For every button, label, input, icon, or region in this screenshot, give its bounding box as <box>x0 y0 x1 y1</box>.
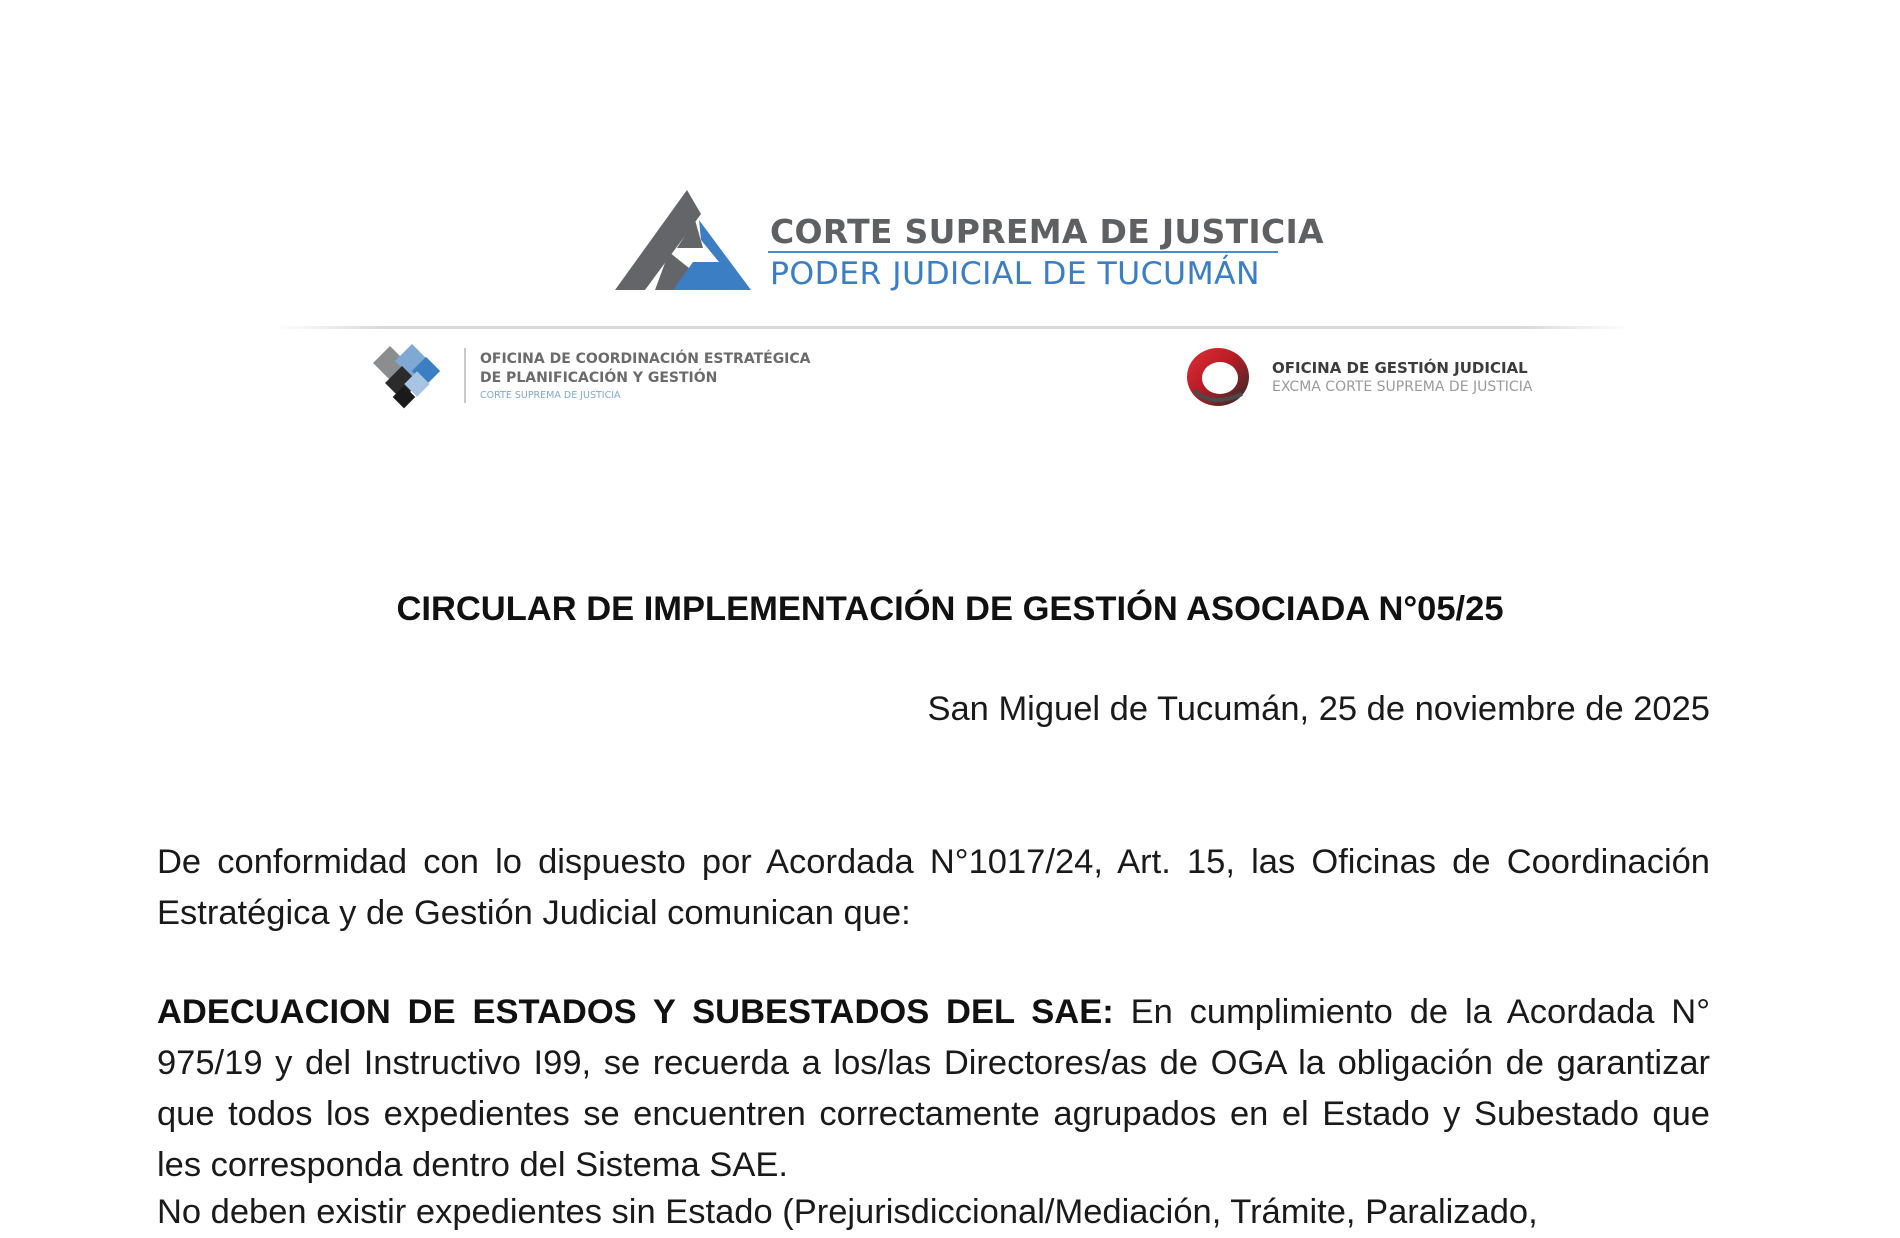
section-heading: ADECUACION DE ESTADOS Y SUBESTADOS DEL SAE: <box>157 993 1114 1031</box>
judicial-management-office-logo <box>1180 342 1610 412</box>
coordination-office-logo <box>372 345 832 411</box>
puzzle-pieces-icon <box>372 345 452 411</box>
left-office-line2: DE PLANIFICACIÓN Y GESTIÓN <box>480 370 718 386</box>
document-date: San Miguel de Tucumán, 25 de noviembre de 2025 <box>927 690 1710 728</box>
logo-underline <box>768 251 1278 253</box>
court-name: CORTE SUPREMA DE JUSTICIA <box>770 212 1324 251</box>
section-paragraph <box>157 987 1710 1191</box>
judiciary-name: PODER JUDICIAL DE TUCUMÁN <box>770 256 1260 292</box>
partial-paragraph: No deben existir expedientes sin Estado (Prejurisdiccional/Mediación, Trámite, Paralizado, <box>157 1193 1538 1231</box>
document-title: CIRCULAR DE IMPLEMENTACIÓN DE GESTIÓN ASOCIADA N°05/25 <box>396 590 1504 628</box>
logo-divider <box>464 348 466 403</box>
left-office-line3: CORTE SUPREMA DE JUSTICIA <box>480 390 621 401</box>
intro-paragraph: De conformidad con lo dispuesto por Acordada N°1017/24, Art. 15, las Oficinas de Coordinación Estratégica y de Gestión Judicial comunican que: <box>157 843 1710 932</box>
header-divider <box>275 326 1630 329</box>
left-office-line1: OFICINA DE COORDINACIÓN ESTRATÉGICA <box>480 351 811 367</box>
section-text: En cumplimiento de la Acordada N° 975/19 y del Instructivo I99, se recuerda a los/las Directores/as de OGA la obligación de garantizar que todos los expedientes se encuentren correctamente agrupados en el Estado y Subestado que les corresponda dentro del Sistema SAE. <box>157 993 1711 1184</box>
right-office-line2: EXCMA CORTE SUPREMA DE JUSTICIA <box>1272 379 1533 395</box>
corte-suprema-logo <box>615 190 1324 298</box>
ring-emblem-icon <box>1180 342 1260 412</box>
triangle-emblem-icon <box>615 190 765 294</box>
right-office-line1: OFICINA DE GESTIÓN JUDICIAL <box>1272 359 1528 377</box>
